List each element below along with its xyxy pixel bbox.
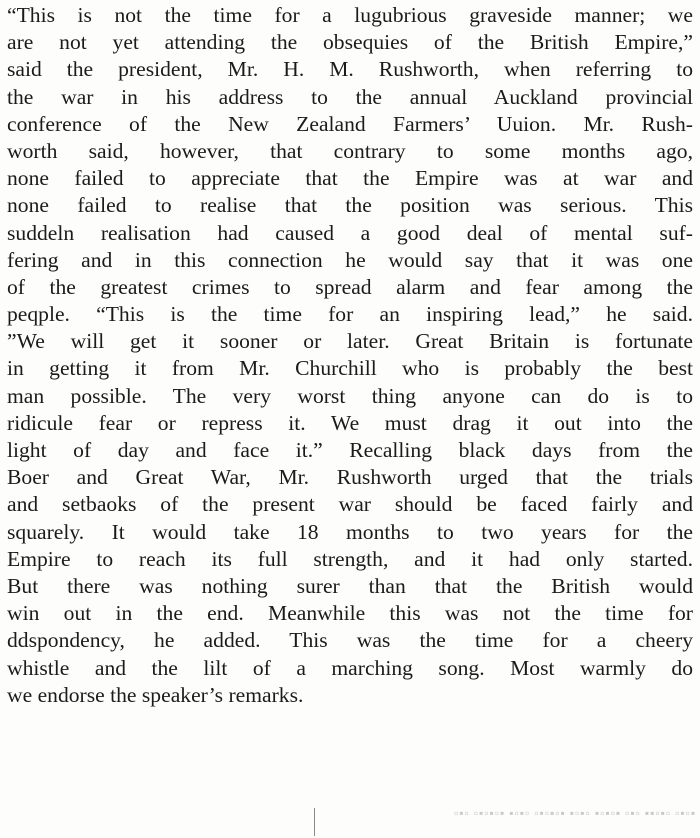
article-line: and setbaoks of the present war should be faced fairly and xyxy=(7,492,693,517)
article-line: Empire to reach its full strength, and it had only started. xyxy=(7,546,693,571)
article-line: Boer and Great War, Mr. Rushworth urged that the trials xyxy=(7,465,693,490)
article-line: are not yet attending the obsequies of the British Empire,” xyxy=(7,30,693,55)
show-through-bleed: ▪▫▪▫ ▫▪▫▪▪ ▫▪▫ ▪▫▪▫▪ ▫▪▫▪ ▪▫▪▫▪▫ ▫▪▫▪ ▪▫▪▫▪▫ ▫▪▫ xyxy=(452,806,695,820)
column-rule xyxy=(314,808,315,836)
article-line: ridicule fear or repress it. We must drag it out into the xyxy=(7,410,693,435)
article-line: ddspondency, he added. This was the time for a cheery xyxy=(7,628,693,653)
article-line-last: we endorse the speaker’s remarks. xyxy=(7,682,304,707)
article-line: worth said, however, that contrary to some months ago, xyxy=(7,138,693,163)
article-line: conference of the New Zealand Farmers’ Uuion. Mr. Rush- xyxy=(7,111,693,136)
article-line: the war in his address to the annual Auckland provincial xyxy=(7,84,693,109)
article-line: of the greatest crimes to spread alarm and fear among the xyxy=(7,274,693,299)
article-line: ”We will get it sooner or later. Great Britain is fortunate xyxy=(7,329,693,354)
article-line: said the president, Mr. H. M. Rushworth, when referring to xyxy=(7,57,693,82)
article-line: whistle and the lilt of a marching song. Most warmly do xyxy=(7,655,693,680)
article-line: fering and in this connection he would say that it was one xyxy=(7,247,693,272)
article-body xyxy=(7,2,693,709)
article-line: win out in the end. Meanwhile this was not the time for xyxy=(7,601,693,626)
article-line: in getting it from Mr. Churchill who is probably the best xyxy=(7,356,693,381)
article-line: none failed to appreciate that the Empire was at war and xyxy=(7,166,693,191)
article-line: But there was nothing surer than that the British would xyxy=(7,573,693,598)
article-line: “This is not the time for a lugubrious graveside manner; we xyxy=(7,3,693,27)
article-line: none failed to realise that the position was serious. This xyxy=(7,193,693,218)
article-line: light of day and face it.” Recalling black days from the xyxy=(7,438,693,462)
article-line: squarely. It would take 18 months to two years for the xyxy=(7,519,693,544)
article-line: peqple. “This is the time for an inspiring lead,” he said. xyxy=(7,302,693,327)
article-line: man possible. The very worst thing anyone can do is to xyxy=(7,383,693,408)
article-line: suddeln realisation had caused a good deal of mental suf- xyxy=(7,220,693,245)
